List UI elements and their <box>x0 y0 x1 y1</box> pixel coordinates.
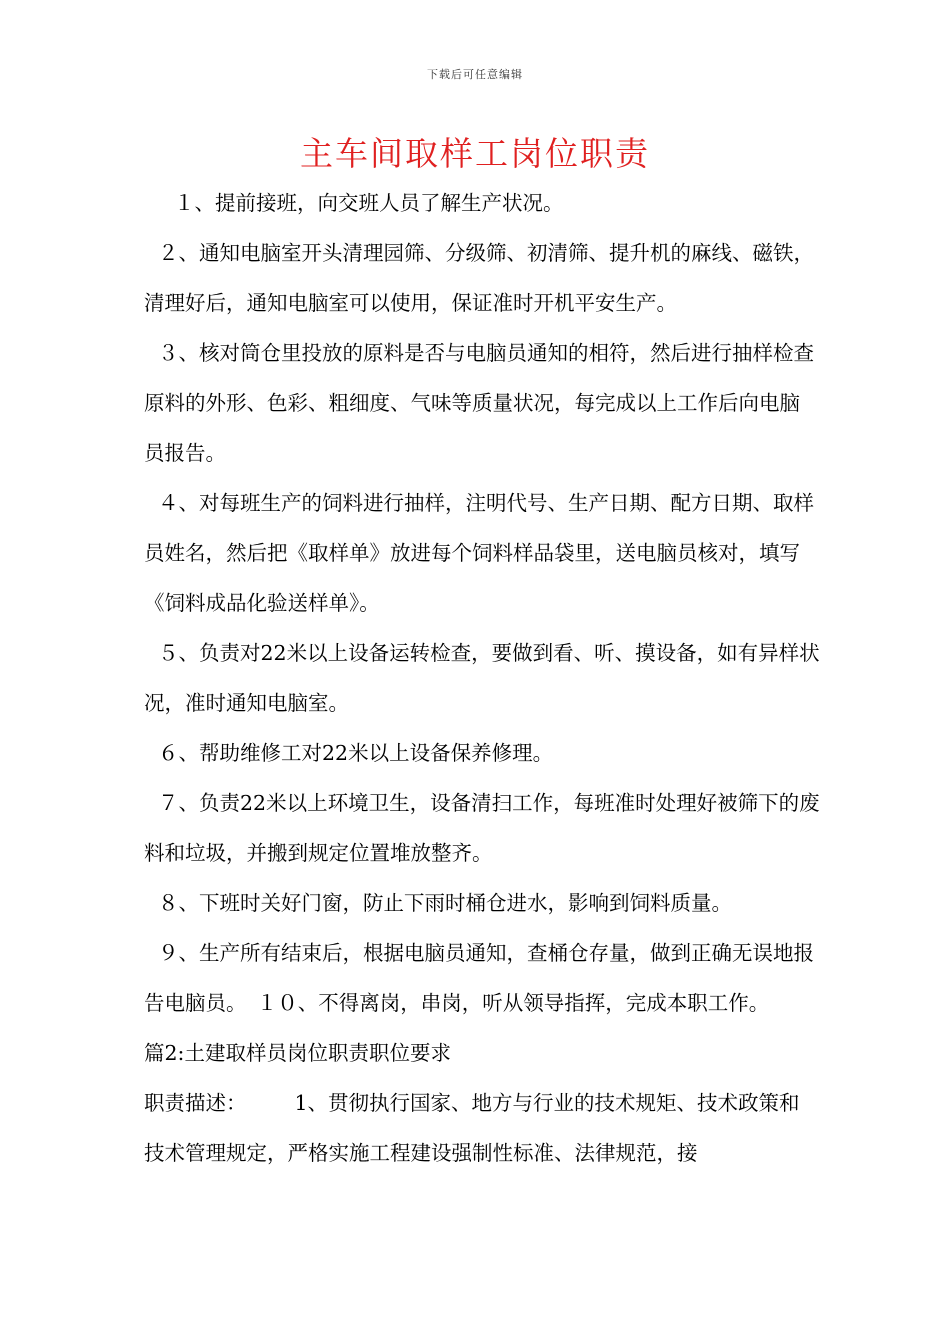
duty-item-4: ４、对每班生产的饲料进行抽样，注明代号、生产日期、配方日期、取样员姓名，然后把《取样单》放进每个饲料样品袋里，送电脑员核对，填写《饲料成品化验送样单》。 <box>144 491 814 615</box>
document-body <box>144 178 820 1178</box>
section-2-label: 职责描述： <box>144 1091 247 1115</box>
section-2-heading: 篇2:土建取样员岗位职责职位要求 <box>144 1041 451 1065</box>
section-2-description <box>144 1078 820 1178</box>
duty-item-8: ８、下班时关好门窗，防止下雨时桶仓进水，影响到饲料质量。 <box>158 891 732 915</box>
duty-item-9: ９、生产所有结束后，根据电脑员通知，查桶仓存量，做到正确无误地报告电脑员。 １０、不得离岗，串岗，听从领导指挥，完成本职工作。 <box>144 941 814 1015</box>
duty-item-5: ５、负责对22米以上设备运转检查，要做到看、听、摸设备，如有异样状况，准时通知电脑室。 <box>144 641 820 715</box>
duty-item-1: １、提前接班，向交班人员了解生产状况。 <box>174 191 564 215</box>
duty-item-3: ３、核对筒仓里投放的原料是否与电脑员通知的相符，然后进行抽样检查原料的外形、色彩、粗细度、气味等质量状况，每完成以上工作后向电脑员报告。 <box>144 341 814 465</box>
header-note: 下载后可任意编辑 <box>427 68 523 81</box>
duty-item-2: ２、通知电脑室开头清理园筛、分级筛、初清筛、提升机的麻线、磁铁，清理好后，通知电脑室可以使用，保证准时开机平安生产。 <box>144 241 814 315</box>
duty-item-6: ６、帮助维修工对22米以上设备保养修理。 <box>158 741 554 765</box>
section-2-text: 1、贯彻执行国家、地方与行业的技术规矩、技术政策和技术管理规定，严格实施工程建设强制性标准、法律规范，接 <box>144 1091 800 1165</box>
document-title: 主车间取样工岗位职责 <box>300 134 650 173</box>
duty-item-7: ７、负责22米以上环境卫生，设备清扫工作，每班准时处理好被筛下的废料和垃圾，并搬到规定位置堆放整齐。 <box>144 791 820 865</box>
